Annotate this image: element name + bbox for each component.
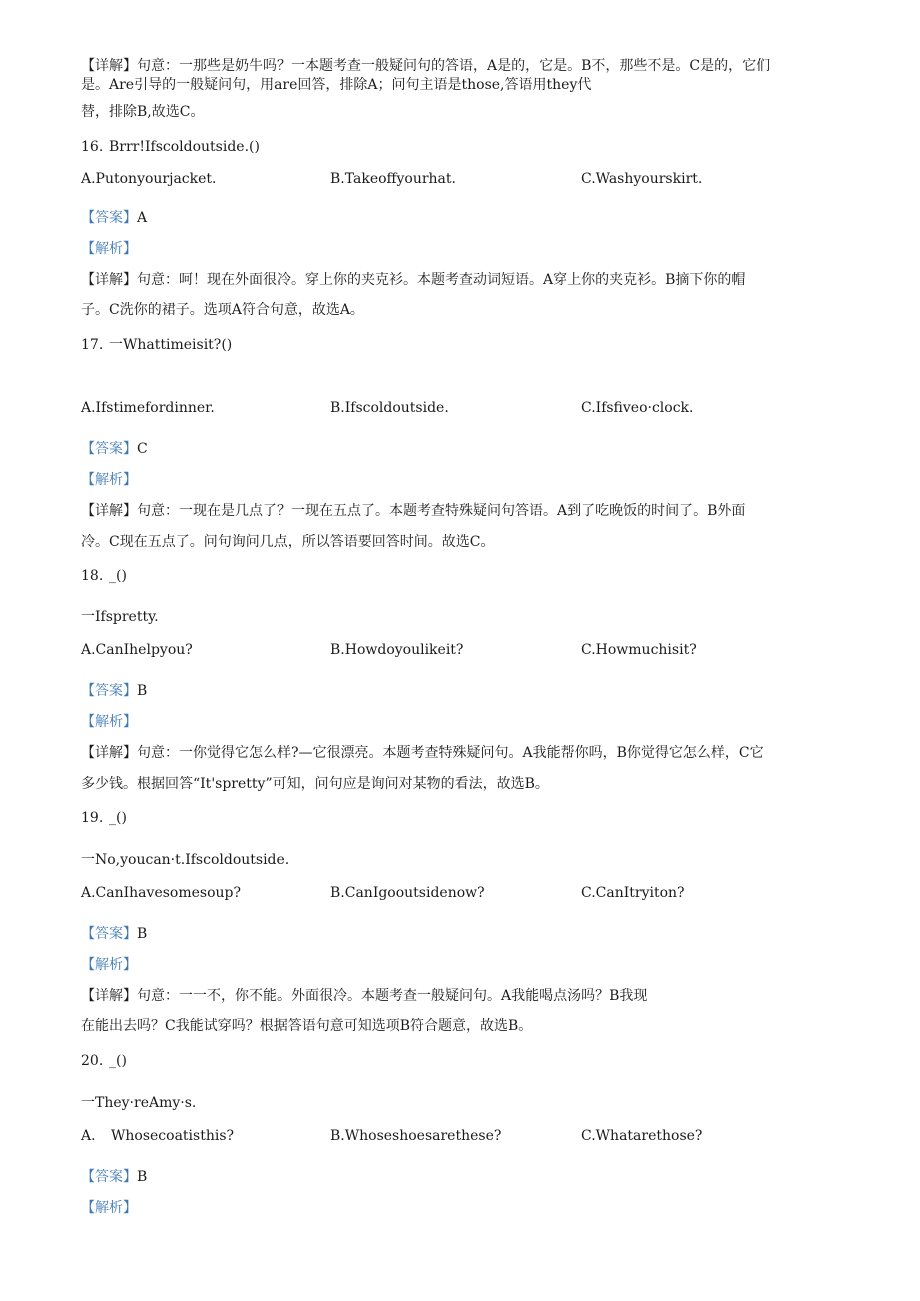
answer-line: 【答案】B bbox=[81, 683, 148, 699]
question-number: 20. bbox=[81, 1053, 104, 1069]
answer-tag: 【答案】 bbox=[81, 1169, 137, 1185]
answer-tag: 【答案】 bbox=[81, 683, 137, 699]
reply-line: 一They·reAmy·s. bbox=[81, 1095, 197, 1111]
analysis-tag: 【解析】 bbox=[81, 472, 137, 488]
answer-line: 【答案】B bbox=[81, 926, 148, 942]
question-number: 16. bbox=[81, 139, 104, 155]
explain-tag: 【详解】 bbox=[81, 503, 137, 519]
explain-tag: 【详解】 bbox=[81, 988, 137, 1004]
explain-line: 在能出去吗？C我能试穿吗？根据答语句意可知选项B符合题意，故选B。 bbox=[81, 1018, 533, 1034]
answer-line: 【答案】C bbox=[81, 441, 148, 457]
explain-tag: 【详解】 bbox=[81, 745, 137, 761]
option-a: A.CanIhavesomesoup? bbox=[81, 885, 241, 901]
option-a: A.CanIhelpyou? bbox=[81, 642, 193, 658]
question-16-stem: 16. Brrr!Ifscoldoutside.() bbox=[81, 139, 260, 155]
explain-line: 【详解】句意：一那些是奶牛吗？一本题考查一般疑问句的答语，A是的，它是。B不，那些不是。C是的，它们 bbox=[81, 58, 771, 74]
reply-line: 一Ifspretty. bbox=[81, 609, 159, 625]
option-b: B.Takeoffyourhat. bbox=[330, 171, 456, 187]
option-a: A. Whosecoatisthis? bbox=[81, 1128, 235, 1144]
explain-line: 子。C洗你的裙子。选项A符合句意，故选A。 bbox=[81, 302, 364, 318]
option-b: B.Howdoyoulikeit? bbox=[330, 642, 464, 658]
explain-line: 【详解】句意：一一不，你不能。外面很冷。本题考查一般疑问句。A我能喝点汤吗？B我现 bbox=[81, 988, 648, 1004]
answer-tag: 【答案】 bbox=[81, 210, 137, 226]
question-18-stem: 18. _() bbox=[81, 568, 127, 584]
question-17-stem: 17. 一Whattimeisit?() bbox=[81, 337, 233, 353]
analysis-tag: 【解析】 bbox=[81, 957, 137, 973]
option-c: C.CanItryiton? bbox=[581, 885, 685, 901]
explain-line: 冷。C现在五点了。问句询问几点，所以答语要回答时间。故选C。 bbox=[81, 534, 495, 550]
reply-line: 一No,youcan·t.Ifscoldoutside. bbox=[81, 852, 290, 868]
explain-tag: 【详解】 bbox=[81, 272, 137, 288]
explain-line: 替，排除B,故选C。 bbox=[81, 104, 205, 120]
analysis-tag: 【解析】 bbox=[81, 1200, 137, 1216]
explain-line: 多少钱。根据回答“It'spretty”可知，问句应是询问对某物的看法，故选B。 bbox=[81, 776, 549, 792]
option-b: B.CanIgooutsidenow? bbox=[330, 885, 485, 901]
question-number: 18. bbox=[81, 568, 104, 584]
analysis-tag: 【解析】 bbox=[81, 714, 137, 730]
option-a: A.Putonyourjacket. bbox=[81, 171, 217, 187]
explain-tag: 【详解】 bbox=[81, 58, 137, 74]
question-number: 17. bbox=[81, 337, 104, 353]
option-c: C.Howmuchisit? bbox=[581, 642, 697, 658]
question-number: 19. bbox=[81, 810, 104, 826]
option-b: B.Ifscoldoutside. bbox=[330, 400, 449, 416]
explain-line: 【详解】句意：呵！现在外面很冷。穿上你的夹克衫。本题考查动词短语。A穿上你的夹克衫。B摘下你的帽 bbox=[81, 272, 746, 288]
answer-tag: 【答案】 bbox=[81, 926, 137, 942]
question-20-stem: 20. _() bbox=[81, 1053, 127, 1069]
explain-line: 【详解】句意：一你觉得它怎么样?—它很漂亮。本题考查特殊疑问句。A我能帮你吗，B你觉得它怎么样，C它 bbox=[81, 745, 764, 761]
analysis-tag: 【解析】 bbox=[81, 241, 137, 257]
option-a: A.Ifstimefordinner. bbox=[81, 400, 215, 416]
option-c: C.Ifsfiveo·clock. bbox=[581, 400, 694, 416]
answer-line: 【答案】B bbox=[81, 1169, 148, 1185]
option-c: C.Washyourskirt. bbox=[581, 171, 703, 187]
option-b: B.Whoseshoesarethese? bbox=[330, 1128, 502, 1144]
answer-line: 【答案】A bbox=[81, 210, 148, 226]
question-19-stem: 19. _() bbox=[81, 810, 127, 826]
explain-line: 是。Are引导的一般疑问句，用are回答，排除A；问句主语是those,答语用they代 bbox=[81, 77, 592, 93]
answer-tag: 【答案】 bbox=[81, 441, 137, 457]
option-c: C.Whatarethose? bbox=[581, 1128, 703, 1144]
explain-line: 【详解】句意：一现在是几点了？一现在五点了。本题考查特殊疑问句答语。A到了吃晚饭的时间了。B外面 bbox=[81, 503, 746, 519]
